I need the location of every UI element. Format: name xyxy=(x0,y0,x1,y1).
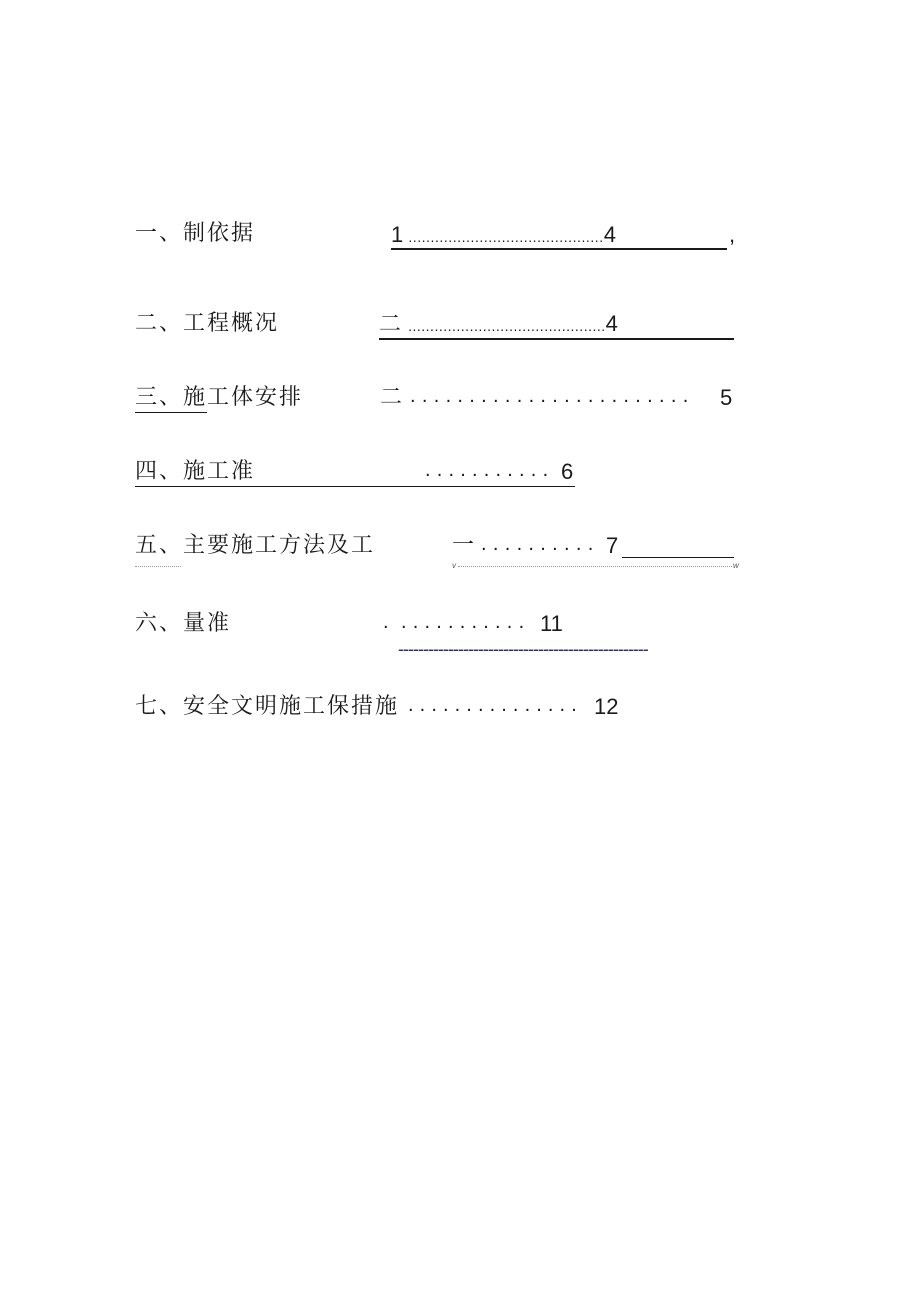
toc-entry-1-page: 4 xyxy=(603,222,616,247)
toc-entry-5-title: 五、主要施工方法及工 xyxy=(135,533,376,558)
toc-entry-5-title-dotline xyxy=(135,566,181,567)
toc-entry-1-title: 一、制依据 xyxy=(135,221,256,246)
toc-entry-5-dots: .......... xyxy=(481,533,600,555)
toc-entry-1-leader xyxy=(391,224,727,250)
toc-entry-5-mark-left: v xyxy=(452,561,456,570)
toc-entry-7-dots: ............... xyxy=(408,694,583,716)
toc-entry-6-page: 11 xyxy=(540,611,563,636)
toc-entry-4-underline xyxy=(135,486,575,487)
toc-entry-3-page: 5 xyxy=(720,385,733,410)
toc-entry-3-title-underlined: 三、施 xyxy=(135,385,207,413)
toc-entry-1-dots: ............................................ xyxy=(408,229,604,245)
toc-entry-7-page: 12 xyxy=(594,694,619,719)
toc-entry-4-page: 6 xyxy=(561,459,574,484)
toc-entry-5-lead: 一 xyxy=(452,533,477,558)
toc-entry-2-lead: 二 xyxy=(379,312,404,337)
toc-entry-2-leader xyxy=(379,313,734,340)
toc-entry-2-page: 4 xyxy=(605,311,618,336)
toc-entry-6-lead: . xyxy=(383,611,389,633)
toc-entry-4-dots: ........... xyxy=(425,459,555,481)
toc-entry-1-trail: , xyxy=(729,222,736,247)
toc-entry-3-lead: 二 xyxy=(380,385,405,410)
toc-entry-2-dots: ............................................. xyxy=(408,318,606,334)
toc-entry-4-title: 四、施工准 xyxy=(135,459,256,484)
toc-entry-3-title xyxy=(135,387,303,409)
toc-entry-6-dots: ........... xyxy=(401,611,531,633)
toc-entry-5-dotline xyxy=(458,566,732,567)
toc-entry-6-dash: -------------------------------------------------- xyxy=(398,640,648,658)
toc-entry-2-title: 二、工程概况 xyxy=(135,311,280,336)
toc-entry-3-dots: ........................ xyxy=(410,385,695,407)
toc-entry-5-page: 7 xyxy=(606,533,619,558)
toc-entry-6-title: 六、量准 xyxy=(135,611,232,636)
toc-entry-7-title: 七、安全文明施工保措施 xyxy=(135,694,400,719)
toc-entry-5-mark-right: w xyxy=(733,561,739,570)
toc-entry-1-lead: 1 xyxy=(391,222,404,247)
toc-entry-5-underline xyxy=(622,557,734,558)
toc-entry-3-title-rest: 工体安排 xyxy=(207,385,304,410)
